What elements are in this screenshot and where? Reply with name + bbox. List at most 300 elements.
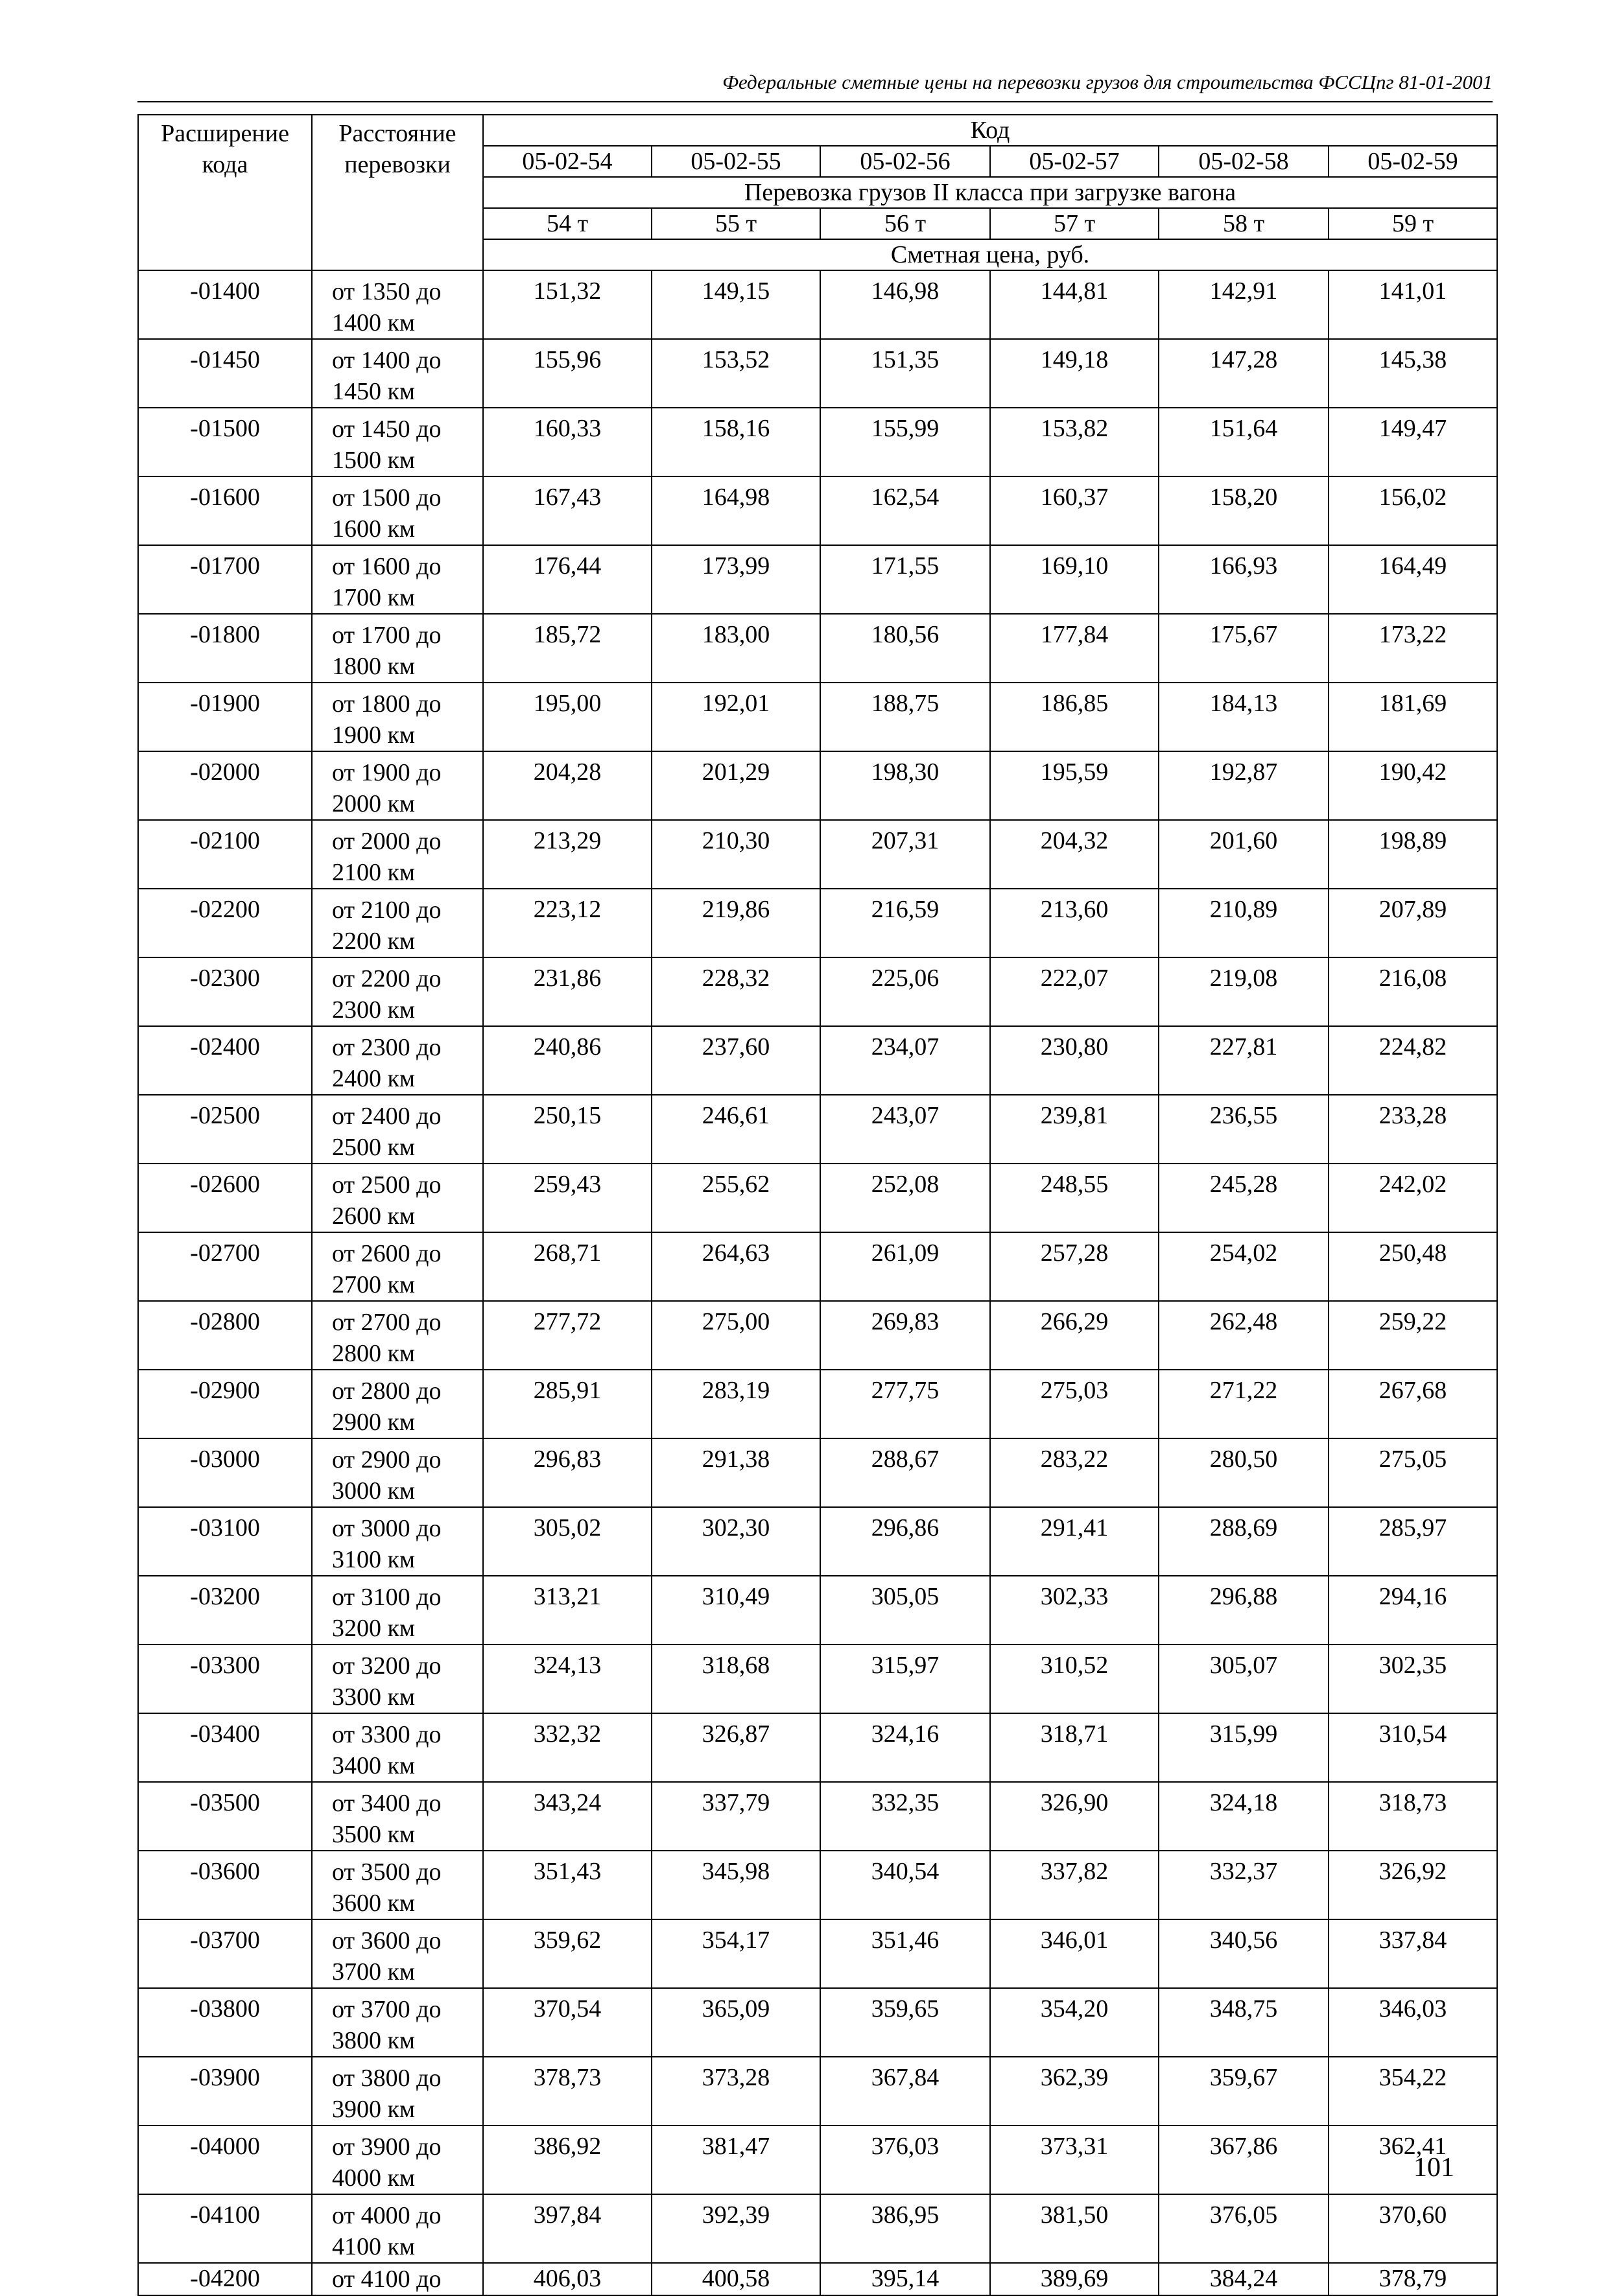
price-cell: 246,61 (652, 1095, 820, 1164)
price-cell: 252,08 (820, 1164, 990, 1232)
distance-to: 4100 км (332, 2233, 416, 2260)
row-code-extension: -02600 (138, 1164, 312, 1232)
price-cell: 173,99 (652, 545, 820, 614)
row-distance (312, 1438, 483, 1507)
table-row (138, 957, 1497, 1026)
distance-from: от 3700 до (332, 1996, 442, 2023)
price-cell: 213,60 (990, 889, 1159, 957)
price-cell: 359,67 (1159, 2057, 1329, 2126)
price-cell: 259,22 (1329, 1301, 1497, 1370)
row-distance (312, 1576, 483, 1645)
price-cell: 365,09 (652, 1988, 820, 2057)
price-cell: 186,85 (990, 683, 1159, 751)
table-row (138, 408, 1497, 476)
price-cell: 219,08 (1159, 957, 1329, 1026)
row-code-extension: -01450 (138, 339, 312, 408)
distance-from: от 1700 до (332, 622, 442, 649)
table-row (138, 545, 1497, 614)
table-row (138, 751, 1497, 820)
table-row (138, 1370, 1497, 1438)
price-cell: 343,24 (483, 1782, 652, 1851)
price-cell: 348,75 (1159, 1988, 1329, 2057)
price-cell: 240,86 (483, 1026, 652, 1095)
price-cell: 406,03 (483, 2263, 652, 2295)
price-cell: 164,49 (1329, 545, 1497, 614)
table-row (138, 1919, 1497, 1988)
price-cell: 210,89 (1159, 889, 1329, 957)
row-distance (312, 2194, 483, 2263)
price-cell: 291,41 (990, 1507, 1159, 1576)
row-code-extension: -01600 (138, 476, 312, 545)
row-code-extension: -04200 (138, 2263, 312, 2295)
running-header: Федеральные сметные цены на перевозки грузов для строительства ФССЦпг 81-01-2001 (137, 73, 1493, 102)
price-cell: 267,68 (1329, 1370, 1497, 1438)
price-cell: 283,22 (990, 1438, 1159, 1507)
price-cell: 340,56 (1159, 1919, 1329, 1988)
distance-from: от 3500 до (332, 1858, 442, 1886)
distance-from: от 3600 до (332, 1927, 442, 1954)
row-distance (312, 1919, 483, 1988)
price-cell: 315,99 (1159, 1713, 1329, 1782)
price-cell: 234,07 (820, 1026, 990, 1095)
distance-from: от 2600 до (332, 1240, 442, 1267)
price-cell: 318,68 (652, 1645, 820, 1713)
price-cell: 346,03 (1329, 1988, 1497, 2057)
row-code-extension: -01700 (138, 545, 312, 614)
price-cell: 291,38 (652, 1438, 820, 1507)
price-cell: 351,43 (483, 1851, 652, 1919)
price-cell: 337,84 (1329, 1919, 1497, 1988)
code-header: 05-02-55 (652, 146, 820, 177)
cargo-description: Перевозка грузов II класса при загрузке вагона (483, 177, 1497, 208)
distance-from: от 3400 до (332, 1790, 442, 1817)
price-cell: 275,03 (990, 1370, 1159, 1438)
distance-from: от 3200 до (332, 1652, 442, 1680)
price-cell: 145,38 (1329, 339, 1497, 408)
price-cell: 183,00 (652, 614, 820, 683)
row-code-extension: -04100 (138, 2194, 312, 2263)
price-cell: 337,79 (652, 1782, 820, 1851)
price-cell: 257,28 (990, 1232, 1159, 1301)
price-cell: 332,35 (820, 1782, 990, 1851)
distance-from: от 2800 до (332, 1377, 442, 1405)
table-row (138, 889, 1497, 957)
row-distance (312, 2263, 483, 2295)
row-code-extension: -02100 (138, 820, 312, 889)
price-cell: 210,30 (652, 820, 820, 889)
table-row (138, 820, 1497, 889)
price-cell: 144,81 (990, 270, 1159, 339)
table-row (138, 1713, 1497, 1782)
row-distance (312, 683, 483, 751)
row-distance (312, 1026, 483, 1095)
distance-from: от 1450 до (332, 416, 442, 443)
price-table (137, 114, 1498, 2296)
row-code-extension: -03300 (138, 1645, 312, 1713)
price-cell: 373,31 (990, 2126, 1159, 2194)
price-cell: 237,60 (652, 1026, 820, 1095)
price-cell: 192,01 (652, 683, 820, 751)
row-distance (312, 1851, 483, 1919)
row-distance (312, 1988, 483, 2057)
row-code-extension: -01500 (138, 408, 312, 476)
row-distance (312, 1782, 483, 1851)
price-cell: 280,50 (1159, 1438, 1329, 1507)
price-cell: 277,75 (820, 1370, 990, 1438)
load-header: 56 т (820, 208, 990, 239)
price-cell: 171,55 (820, 545, 990, 614)
price-cell: 376,05 (1159, 2194, 1329, 2263)
distance-to: 3000 км (332, 1477, 416, 1505)
row-distance (312, 1301, 483, 1370)
price-cell: 227,81 (1159, 1026, 1329, 1095)
price-cell: 266,29 (990, 1301, 1159, 1370)
price-cell: 326,87 (652, 1713, 820, 1782)
distance-from: от 2400 до (332, 1103, 442, 1130)
price-cell: 242,02 (1329, 1164, 1497, 1232)
table-row (138, 1782, 1497, 1851)
row-code-extension: -03200 (138, 1576, 312, 1645)
price-cell: 149,18 (990, 339, 1159, 408)
row-distance (312, 889, 483, 957)
price-cell: 310,49 (652, 1576, 820, 1645)
table-row (138, 1026, 1497, 1095)
price-cell: 201,60 (1159, 820, 1329, 889)
table-row (138, 1301, 1497, 1370)
price-cell: 324,18 (1159, 1782, 1329, 1851)
price-cell: 177,84 (990, 614, 1159, 683)
price-cell: 184,13 (1159, 683, 1329, 751)
page-number: 101 (1413, 2153, 1454, 2183)
price-cell: 346,01 (990, 1919, 1159, 1988)
row-distance (312, 614, 483, 683)
price-cell: 245,28 (1159, 1164, 1329, 1232)
distance-from: от 2700 до (332, 1309, 442, 1336)
table-row (138, 270, 1497, 339)
price-cell: 367,84 (820, 2057, 990, 2126)
price-cell: 261,09 (820, 1232, 990, 1301)
price-cell: 384,24 (1159, 2263, 1329, 2295)
price-cell: 302,30 (652, 1507, 820, 1576)
distance-to: 3800 км (332, 2027, 416, 2054)
row-code-extension: -03100 (138, 1507, 312, 1576)
price-cell: 254,02 (1159, 1232, 1329, 1301)
distance-to: 3100 км (332, 1546, 416, 1573)
table-row (138, 2057, 1497, 2126)
load-header: 58 т (1159, 208, 1329, 239)
price-cell: 158,20 (1159, 476, 1329, 545)
price-cell: 315,97 (820, 1645, 990, 1713)
price-cell: 285,97 (1329, 1507, 1497, 1576)
distance-from: от 3000 до (332, 1515, 442, 1542)
price-cell: 288,69 (1159, 1507, 1329, 1576)
price-cell: 192,87 (1159, 751, 1329, 820)
row-code-extension: -02400 (138, 1026, 312, 1095)
table-row (138, 1851, 1497, 1919)
price-cell: 167,43 (483, 476, 652, 545)
distance-to: 2600 км (332, 1202, 416, 1230)
distance-to: 4000 км (332, 2164, 416, 2192)
price-cell: 231,86 (483, 957, 652, 1026)
distance-to: 1450 км (332, 378, 416, 405)
distance-to: 1500 км (332, 447, 416, 474)
row-distance (312, 1507, 483, 1576)
price-cell: 147,28 (1159, 339, 1329, 408)
price-cell: 219,86 (652, 889, 820, 957)
distance-from: от 2200 до (332, 965, 442, 992)
table-row (138, 1645, 1497, 1713)
distance-to: 2300 км (332, 996, 416, 1024)
price-cell: 153,82 (990, 408, 1159, 476)
load-header: 59 т (1329, 208, 1497, 239)
price-cell: 164,98 (652, 476, 820, 545)
price-cell: 268,71 (483, 1232, 652, 1301)
row-distance (312, 957, 483, 1026)
row-code-extension: -03400 (138, 1713, 312, 1782)
price-cell: 359,65 (820, 1988, 990, 2057)
code-header: 05-02-56 (820, 146, 990, 177)
price-cell: 213,29 (483, 820, 652, 889)
row-distance (312, 1370, 483, 1438)
distance-to: 2900 км (332, 1409, 416, 1436)
price-cell: 180,56 (820, 614, 990, 683)
price-cell: 326,92 (1329, 1851, 1497, 1919)
row-code-extension: -03900 (138, 2057, 312, 2126)
price-cell: 296,88 (1159, 1576, 1329, 1645)
table-row (138, 1232, 1497, 1301)
price-cell: 318,73 (1329, 1782, 1497, 1851)
table-row (138, 1576, 1497, 1645)
load-header: 55 т (652, 208, 820, 239)
row-code-extension: -02500 (138, 1095, 312, 1164)
code-header: 05-02-58 (1159, 146, 1329, 177)
price-cell: 207,89 (1329, 889, 1497, 957)
row-code-extension: -02800 (138, 1301, 312, 1370)
price-cell: 332,32 (483, 1713, 652, 1782)
price-cell: 146,98 (820, 270, 990, 339)
price-cell: 337,82 (990, 1851, 1159, 1919)
table-row (138, 476, 1497, 545)
distance-from: от 4100 до (332, 2266, 442, 2293)
row-distance (312, 270, 483, 339)
table-row (138, 1095, 1497, 1164)
price-cell: 310,52 (990, 1645, 1159, 1713)
price-cell: 259,43 (483, 1164, 652, 1232)
table-row (138, 1507, 1497, 1576)
distance-to: 3600 км (332, 1890, 416, 1917)
price-cell: 285,91 (483, 1370, 652, 1438)
table-row (138, 683, 1497, 751)
price-cell: 201,29 (652, 751, 820, 820)
price-cell: 204,28 (483, 751, 652, 820)
distance-from: от 1600 до (332, 553, 442, 580)
distance-from: от 2900 до (332, 1446, 442, 1473)
distance-from: от 3300 до (332, 1721, 442, 1748)
price-cell: 198,30 (820, 751, 990, 820)
price-cell: 155,99 (820, 408, 990, 476)
price-cell: 190,42 (1329, 751, 1497, 820)
distance-from: от 1350 до (332, 278, 442, 305)
distance-to: 1600 км (332, 515, 416, 543)
price-cell: 181,69 (1329, 683, 1497, 751)
table-row (138, 614, 1497, 683)
distance-to: 3700 км (332, 1958, 416, 1986)
distance-from: от 1800 до (332, 690, 442, 718)
price-cell: 294,16 (1329, 1576, 1497, 1645)
distance-to: 1900 км (332, 721, 416, 749)
price-cell: 176,44 (483, 545, 652, 614)
price-cell: 149,15 (652, 270, 820, 339)
price-cell: 224,82 (1329, 1026, 1497, 1095)
price-cell: 175,67 (1159, 614, 1329, 683)
price-cell: 153,52 (652, 339, 820, 408)
distance-to: 3500 км (332, 1821, 416, 1848)
row-distance (312, 1232, 483, 1301)
price-cell: 239,81 (990, 1095, 1159, 1164)
row-code-extension: -02200 (138, 889, 312, 957)
price-cell: 378,79 (1329, 2263, 1497, 2295)
distance-from: от 3100 до (332, 1584, 442, 1611)
table-row (138, 339, 1497, 408)
price-cell: 354,20 (990, 1988, 1159, 2057)
price-cell: 332,37 (1159, 1851, 1329, 1919)
row-code-extension: -01400 (138, 270, 312, 339)
distance-to: 2800 км (332, 1340, 416, 1367)
row-code-extension: -03500 (138, 1782, 312, 1851)
price-cell: 230,80 (990, 1026, 1159, 1095)
price-cell: 302,33 (990, 1576, 1159, 1645)
distance-from: от 2300 до (332, 1034, 442, 1061)
price-cell: 195,59 (990, 751, 1159, 820)
price-cell: 296,83 (483, 1438, 652, 1507)
row-code-extension: -02900 (138, 1370, 312, 1438)
row-code-extension: -02300 (138, 957, 312, 1026)
distance-to: 2200 км (332, 928, 416, 955)
header-row-1 (138, 115, 1497, 146)
table-row (138, 1164, 1497, 1232)
row-code-extension: -03000 (138, 1438, 312, 1507)
price-cell: 359,62 (483, 1919, 652, 1988)
price-cell: 288,67 (820, 1438, 990, 1507)
load-header: 57 т (990, 208, 1159, 239)
price-cell: 269,83 (820, 1301, 990, 1370)
distance-to: 2500 км (332, 1134, 416, 1161)
price-cell: 204,32 (990, 820, 1159, 889)
price-cell: 173,22 (1329, 614, 1497, 683)
price-cell: 367,86 (1159, 2126, 1329, 2194)
price-cell: 158,16 (652, 408, 820, 476)
row-distance (312, 1713, 483, 1782)
row-code-extension: -03600 (138, 1851, 312, 1919)
distance-to: 3400 км (332, 1752, 416, 1779)
price-cell: 162,54 (820, 476, 990, 545)
code-header: 05-02-59 (1329, 146, 1497, 177)
price-cell: 376,03 (820, 2126, 990, 2194)
distance-from: от 1900 до (332, 759, 442, 786)
price-cell: 351,46 (820, 1919, 990, 1988)
price-cell: 151,35 (820, 339, 990, 408)
price-cell: 395,14 (820, 2263, 990, 2295)
distance-from: от 2100 до (332, 896, 442, 924)
price-cell: 275,05 (1329, 1438, 1497, 1507)
price-cell: 155,96 (483, 339, 652, 408)
price-cell: 216,08 (1329, 957, 1497, 1026)
price-cell: 142,91 (1159, 270, 1329, 339)
row-code-extension: -02000 (138, 751, 312, 820)
price-cell: 386,92 (483, 2126, 652, 2194)
row-code-extension: -04000 (138, 2126, 312, 2194)
price-cell: 233,28 (1329, 1095, 1497, 1164)
price-cell: 185,72 (483, 614, 652, 683)
price-cell: 305,05 (820, 1576, 990, 1645)
price-cell: 169,10 (990, 545, 1159, 614)
price-cell: 188,75 (820, 683, 990, 751)
price-cell: 277,72 (483, 1301, 652, 1370)
price-cell: 400,58 (652, 2263, 820, 2295)
distance-to: 3900 км (332, 2096, 416, 2123)
distance-from: от 3800 до (332, 2065, 442, 2092)
price-cell: 216,59 (820, 889, 990, 957)
distance-to: 3300 км (332, 1683, 416, 1711)
code-header: 05-02-54 (483, 146, 652, 177)
price-cell: 318,71 (990, 1713, 1159, 1782)
price-cell: 324,16 (820, 1713, 990, 1782)
price-cell: 362,41 (1329, 2126, 1497, 2194)
distance-from: от 2500 до (332, 1171, 442, 1199)
distance-to: 2000 км (332, 790, 416, 817)
row-code-extension: -03800 (138, 1988, 312, 2057)
table-row (138, 2263, 1497, 2295)
row-distance (312, 1645, 483, 1713)
price-cell: 370,60 (1329, 2194, 1497, 2263)
price-cell: 305,07 (1159, 1645, 1329, 1713)
price-cell: 340,54 (820, 1851, 990, 1919)
distance-to: 1400 км (332, 309, 416, 336)
table-row (138, 1438, 1497, 1507)
price-cell: 305,02 (483, 1507, 652, 1576)
price-cell: 264,63 (652, 1232, 820, 1301)
price-cell: 195,00 (483, 683, 652, 751)
row-distance (312, 408, 483, 476)
price-cell: 160,37 (990, 476, 1159, 545)
row-code-extension: -01900 (138, 683, 312, 751)
price-cell: 310,54 (1329, 1713, 1497, 1782)
price-cell: 362,39 (990, 2057, 1159, 2126)
price-cell: 354,22 (1329, 2057, 1497, 2126)
price-cell: 313,21 (483, 1576, 652, 1645)
price-cell: 381,47 (652, 2126, 820, 2194)
price-cell: 156,02 (1329, 476, 1497, 545)
col-header-extension: Расширение кода (138, 115, 312, 270)
price-cell: 166,93 (1159, 545, 1329, 614)
price-cell: 397,84 (483, 2194, 652, 2263)
price-cell: 326,90 (990, 1782, 1159, 1851)
distance-to: 3200 км (332, 1615, 416, 1642)
price-cell: 151,64 (1159, 408, 1329, 476)
price-cell: 345,98 (652, 1851, 820, 1919)
price-cell: 141,01 (1329, 270, 1497, 339)
row-distance (312, 1164, 483, 1232)
distance-to: 1800 км (332, 653, 416, 680)
row-distance (312, 339, 483, 408)
row-distance (312, 820, 483, 889)
price-cell: 228,32 (652, 957, 820, 1026)
row-distance (312, 751, 483, 820)
price-cell: 243,07 (820, 1095, 990, 1164)
distance-from: от 2000 до (332, 828, 442, 855)
price-cell: 198,89 (1329, 820, 1497, 889)
price-cell: 302,35 (1329, 1645, 1497, 1713)
